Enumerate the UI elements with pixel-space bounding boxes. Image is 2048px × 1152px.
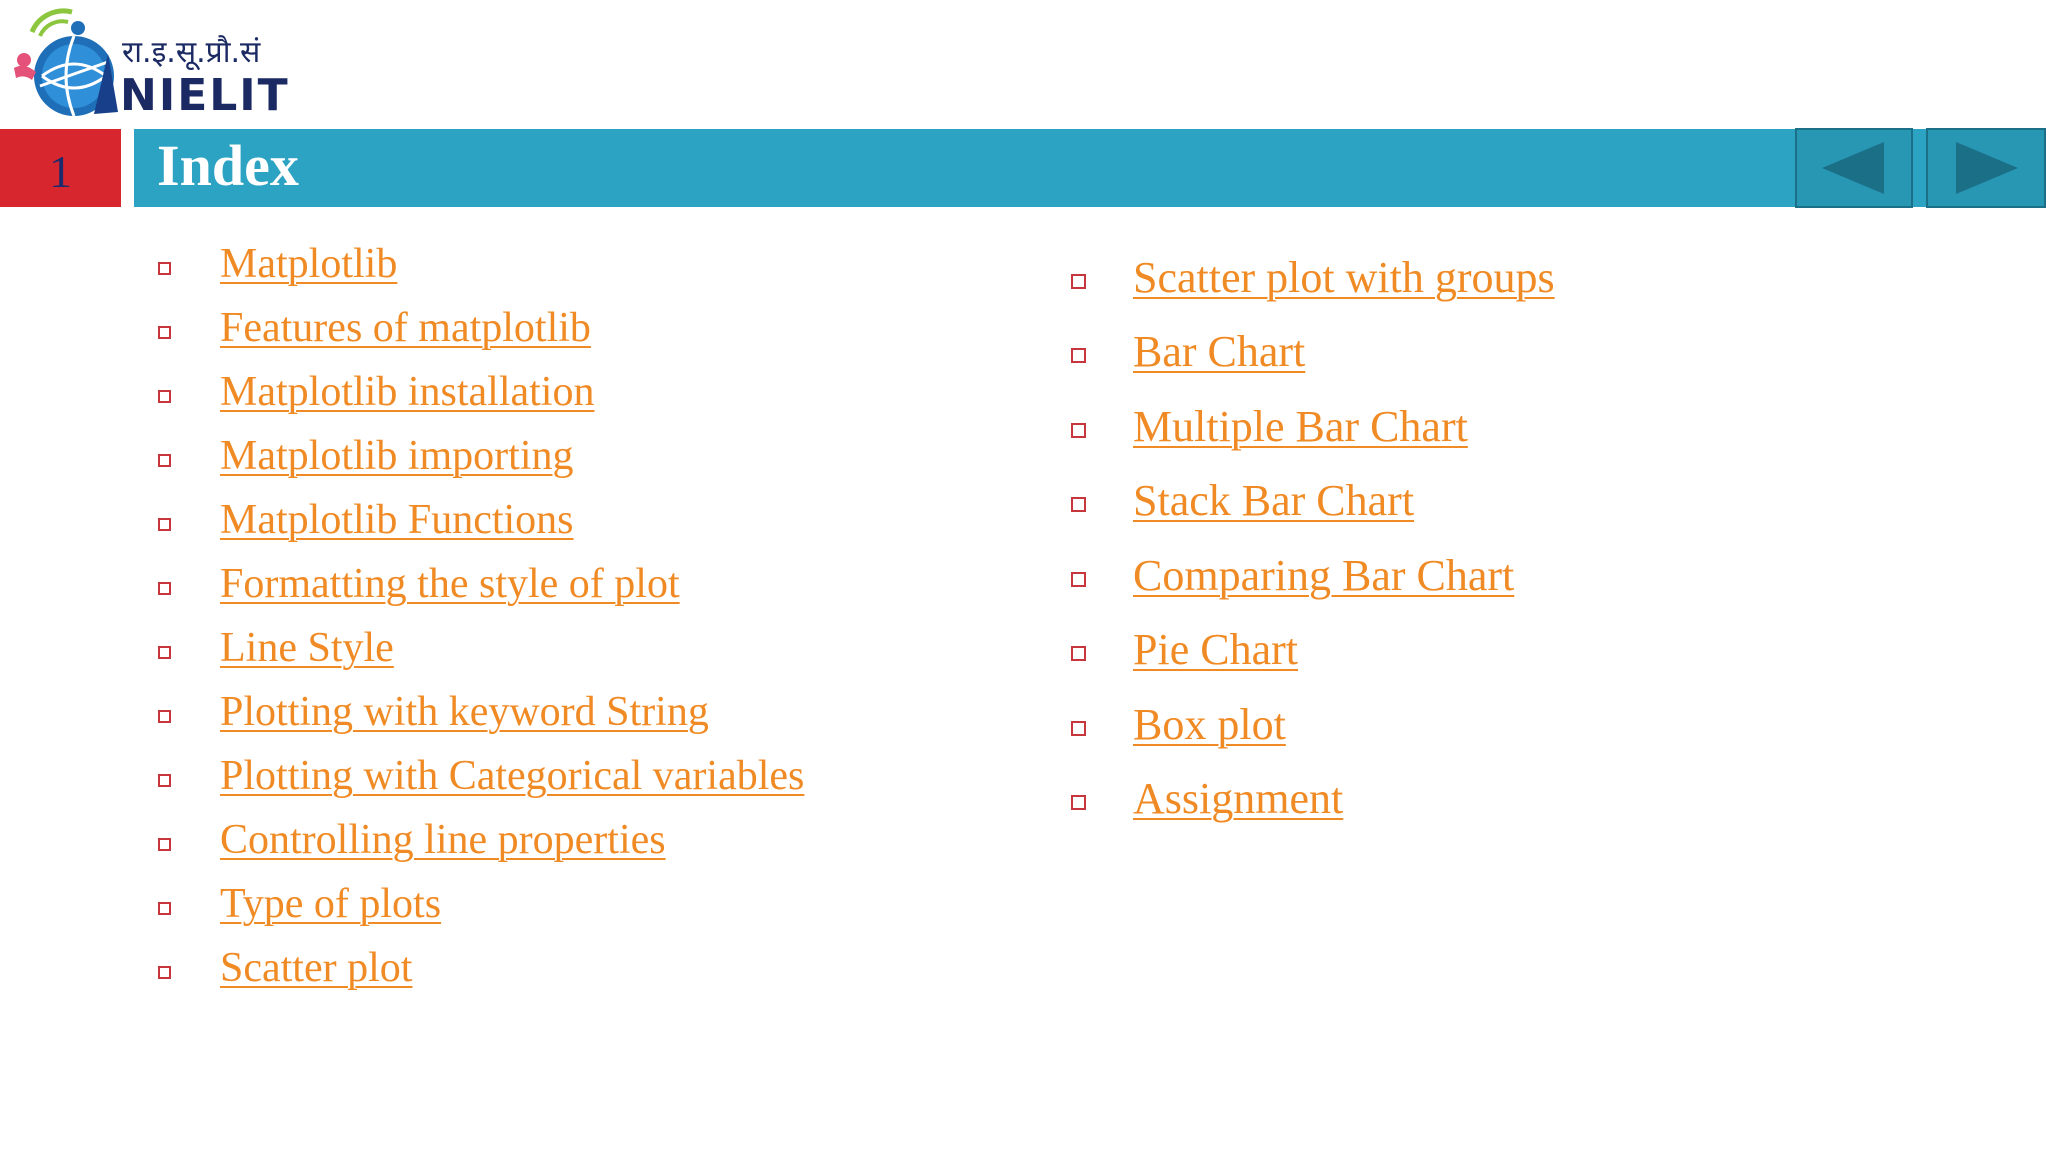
- square-bullet-icon: [1071, 274, 1086, 289]
- index-link[interactable]: Box plot: [1133, 699, 1286, 749]
- logo-emblem-icon: [14, 11, 118, 116]
- square-bullet-icon: [158, 838, 171, 851]
- index-link[interactable]: Features of matplotlib: [220, 305, 591, 351]
- list-item: [1071, 762, 1555, 837]
- logo-nielit-text: NIELIT: [120, 70, 290, 118]
- square-bullet-icon: [1071, 646, 1086, 661]
- list-item: [1071, 464, 1555, 539]
- list-item: [1071, 687, 1555, 762]
- index-link[interactable]: Comparing Bar Chart: [1133, 550, 1515, 600]
- list-item: [1071, 538, 1555, 613]
- index-link[interactable]: Assignment: [1133, 774, 1344, 824]
- square-bullet-icon: [1071, 795, 1086, 810]
- list-item: [158, 744, 804, 808]
- square-bullet-icon: [158, 774, 171, 787]
- list-item: [158, 232, 804, 296]
- square-bullet-icon: [158, 390, 171, 403]
- index-link[interactable]: Scatter plot with groups: [1133, 252, 1555, 302]
- index-link[interactable]: Plotting with keyword String: [220, 689, 709, 735]
- square-bullet-icon: [1071, 497, 1086, 512]
- list-item: [158, 296, 804, 360]
- index-link[interactable]: Line Style: [220, 625, 394, 671]
- square-bullet-icon: [1071, 423, 1086, 438]
- index-link[interactable]: Controlling line properties: [220, 817, 666, 863]
- square-bullet-icon: [158, 326, 171, 339]
- square-bullet-icon: [158, 902, 171, 915]
- list-item: [158, 552, 804, 616]
- index-link[interactable]: Matplotlib importing: [220, 433, 574, 479]
- previous-slide-button[interactable]: [1795, 128, 1913, 208]
- square-bullet-icon: [158, 646, 171, 659]
- square-bullet-icon: [1071, 721, 1086, 736]
- index-link[interactable]: Type of plots: [220, 881, 442, 927]
- square-bullet-icon: [158, 966, 171, 979]
- index-list-right: [1071, 240, 1555, 836]
- index-link[interactable]: Bar Chart: [1133, 327, 1306, 377]
- title-bar: [134, 129, 2046, 207]
- square-bullet-icon: [158, 582, 171, 595]
- list-item: [158, 424, 804, 488]
- index-link[interactable]: Plotting with Categorical variables: [220, 753, 805, 799]
- square-bullet-icon: [1071, 348, 1086, 363]
- square-bullet-icon: [158, 710, 171, 723]
- logo-hindi-text: रा.इ.सू.प्रौ.सं: [122, 35, 261, 70]
- page-title: Index: [157, 133, 299, 198]
- square-bullet-icon: [158, 518, 171, 531]
- index-link[interactable]: Pie Chart: [1133, 625, 1298, 675]
- left-triangle-icon: [1818, 140, 1890, 196]
- square-bullet-icon: [158, 262, 171, 275]
- list-item: [158, 616, 804, 680]
- list-item: [1071, 613, 1555, 688]
- list-item: [1071, 389, 1555, 464]
- nielit-logo: [10, 2, 300, 118]
- list-item: [1071, 240, 1555, 315]
- index-list-left: [158, 232, 804, 1000]
- list-item: [1071, 315, 1555, 390]
- list-item: [158, 360, 804, 424]
- index-link[interactable]: Multiple Bar Chart: [1133, 401, 1468, 451]
- next-slide-button[interactable]: [1926, 128, 2046, 208]
- list-item: [158, 808, 804, 872]
- index-link[interactable]: Scatter plot: [220, 945, 413, 991]
- list-item: [158, 872, 804, 936]
- list-item: [158, 680, 804, 744]
- right-triangle-icon: [1950, 140, 2022, 196]
- square-bullet-icon: [158, 454, 171, 467]
- index-link[interactable]: Matplotlib: [220, 241, 398, 287]
- index-link[interactable]: Matplotlib installation: [220, 369, 595, 415]
- index-link[interactable]: Stack Bar Chart: [1133, 476, 1415, 526]
- list-item: [158, 488, 804, 552]
- slide-number: 1: [0, 129, 121, 207]
- square-bullet-icon: [1071, 572, 1086, 587]
- list-item: [158, 936, 804, 1000]
- index-link[interactable]: Matplotlib Functions: [220, 497, 574, 543]
- index-link[interactable]: Formatting the style of plot: [220, 561, 680, 607]
